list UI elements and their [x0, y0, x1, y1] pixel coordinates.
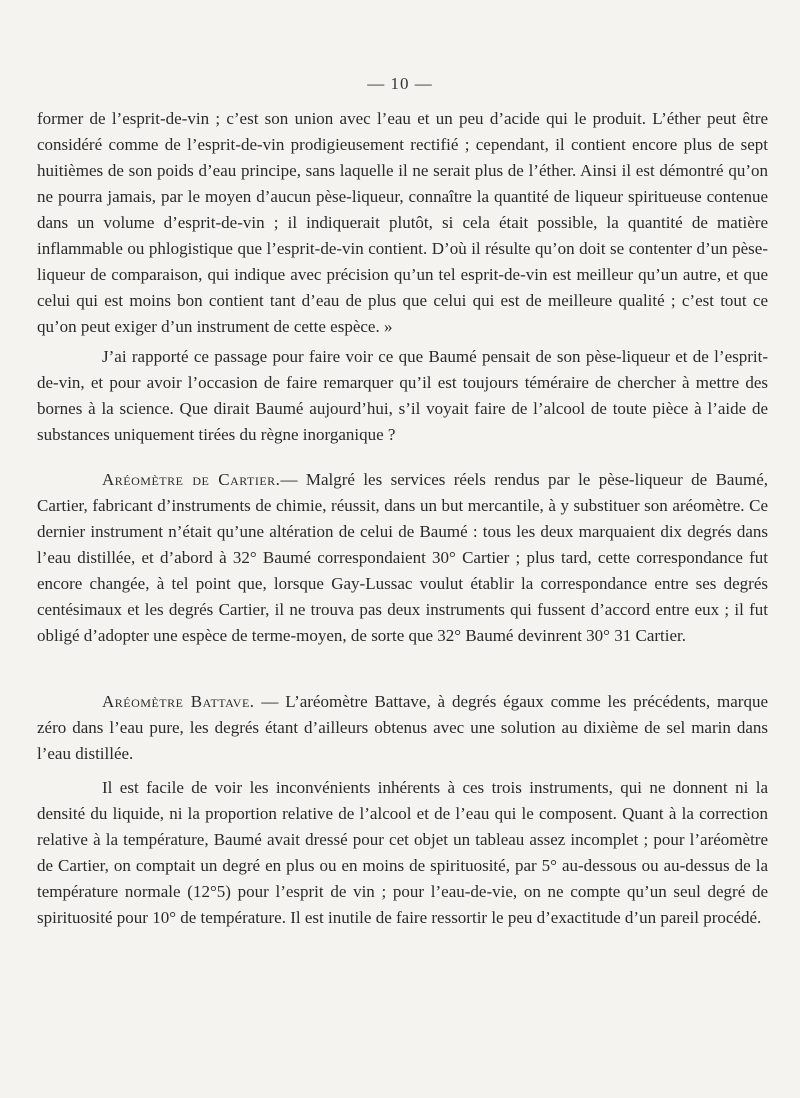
section-heading: Aréomètre de Cartier. [102, 470, 281, 489]
section-areometre-battave [37, 689, 768, 767]
paragraph-text [37, 467, 768, 649]
paragraph-inconvenients [37, 775, 768, 931]
paragraph-baume-remark [37, 344, 768, 448]
paragraph-text: Il est facile de voir les inconvénients inhérents à ces trois instruments, qui ne donnent ni la densité du liquide, ni la proportion relative de l’alcool et de l’eau qui le composent. Quant à la correction relative à la température, Baumé avait dressé pour cet objet un tableau assez incomplet ; pour l’aréomètre de Cartier, on comptait un degré en plus ou en moins de spirituosité, par 5° au-dessous ou au-dessus de la température normale (12°5) pour l’esprit de vin ; pour l’eau-de-vie, on ne compte qu’un seul degré de spirituosité pour 10° de température. Il est inutile de faire ressortir le peu d’exactitude d’un pareil procédé. [37, 778, 768, 927]
paragraph-text [37, 689, 768, 767]
section-body: — Malgré les services réels rendus par le pèse-liqueur de Baumé, Cartier, fabricant d’instruments de chimie, réussit, dans un but mercantile, à y substituer son aréomètre. Ce dernier instrument n’était qu’une altération de celui de Baumé : tous les deux marquaient dix degrés dans l’eau distillée, et d’abord à 32° Baumé correspondaient 30° Cartier ; plus tard, cette correspondance fut encore changée, à tel point que, lorsque Gay-Lussac voulut établir la correspondance entre ses degrés centésimaux et les degrés Cartier, il ne trouva pas deux instruments qui fussent d’accord entre eux ; il fut obligé d’adopter une espèce de terme-moyen, de sorte que 32° Baumé devinrent 30° 31 Cartier. [37, 470, 768, 645]
paragraph-continuation [37, 106, 768, 340]
section-body: — L’aréomètre Battave, à degrés égaux comme les précédents, marque zéro dans l’eau pure, les degrés étant d’ailleurs obtenus avec une solution au dixième de sel marin dans l’eau distillée. [37, 692, 768, 763]
section-heading: Aréomètre Battave. [102, 692, 255, 711]
paragraph-text: J’ai rapporté ce passage pour faire voir ce que Baumé pensait de son pèse-liqueur et de l’esprit-de-vin, et pour avoir l’occasion de faire remarquer qu’il est toujours téméraire de chercher à mettre des bornes à la science. Que dirait Baumé aujourd’hui, s’il voyait faire de l’alcool de toute pièce à l’aide de substances uniquement tirées du règne inorganique ? [37, 347, 768, 444]
paragraph-text: former de l’esprit-de-vin ; c’est son union avec l’eau et un peu d’acide qui le produit. L’éther peut être considéré comme de l’esprit-de-vin prodigieusement rectifié ; cependant, il contient encore plus de sept huitièmes de son poids d’eau principe, sans laquelle il ne serait plus de l’éther. Ainsi il est démontré qu’on ne pourra jamais, par le moyen d’aucun pèse-liqueur, connaître la quantité de liqueur spiritueuse contenue dans un volume d’esprit-de-vin ; il indiquerait plutôt, si cela était possible, la quantité de matière inflammable ou phlogistique que l’esprit-de-vin contient. D’où il résulte qu’on doit se contenter d’un pèse-liqueur de comparaison, qui indique avec précision qu’un tel esprit-de-vin est meilleur qu’un autre, et que celui qui est moins bon contient tant d’eau de plus que celui qui est de meilleure qualité ; c’est tout ce qu’on peut exiger d’un instrument de cette espèce. » [37, 109, 768, 336]
page-number: — 10 — [367, 74, 433, 93]
section-areometre-cartier [37, 467, 768, 649]
